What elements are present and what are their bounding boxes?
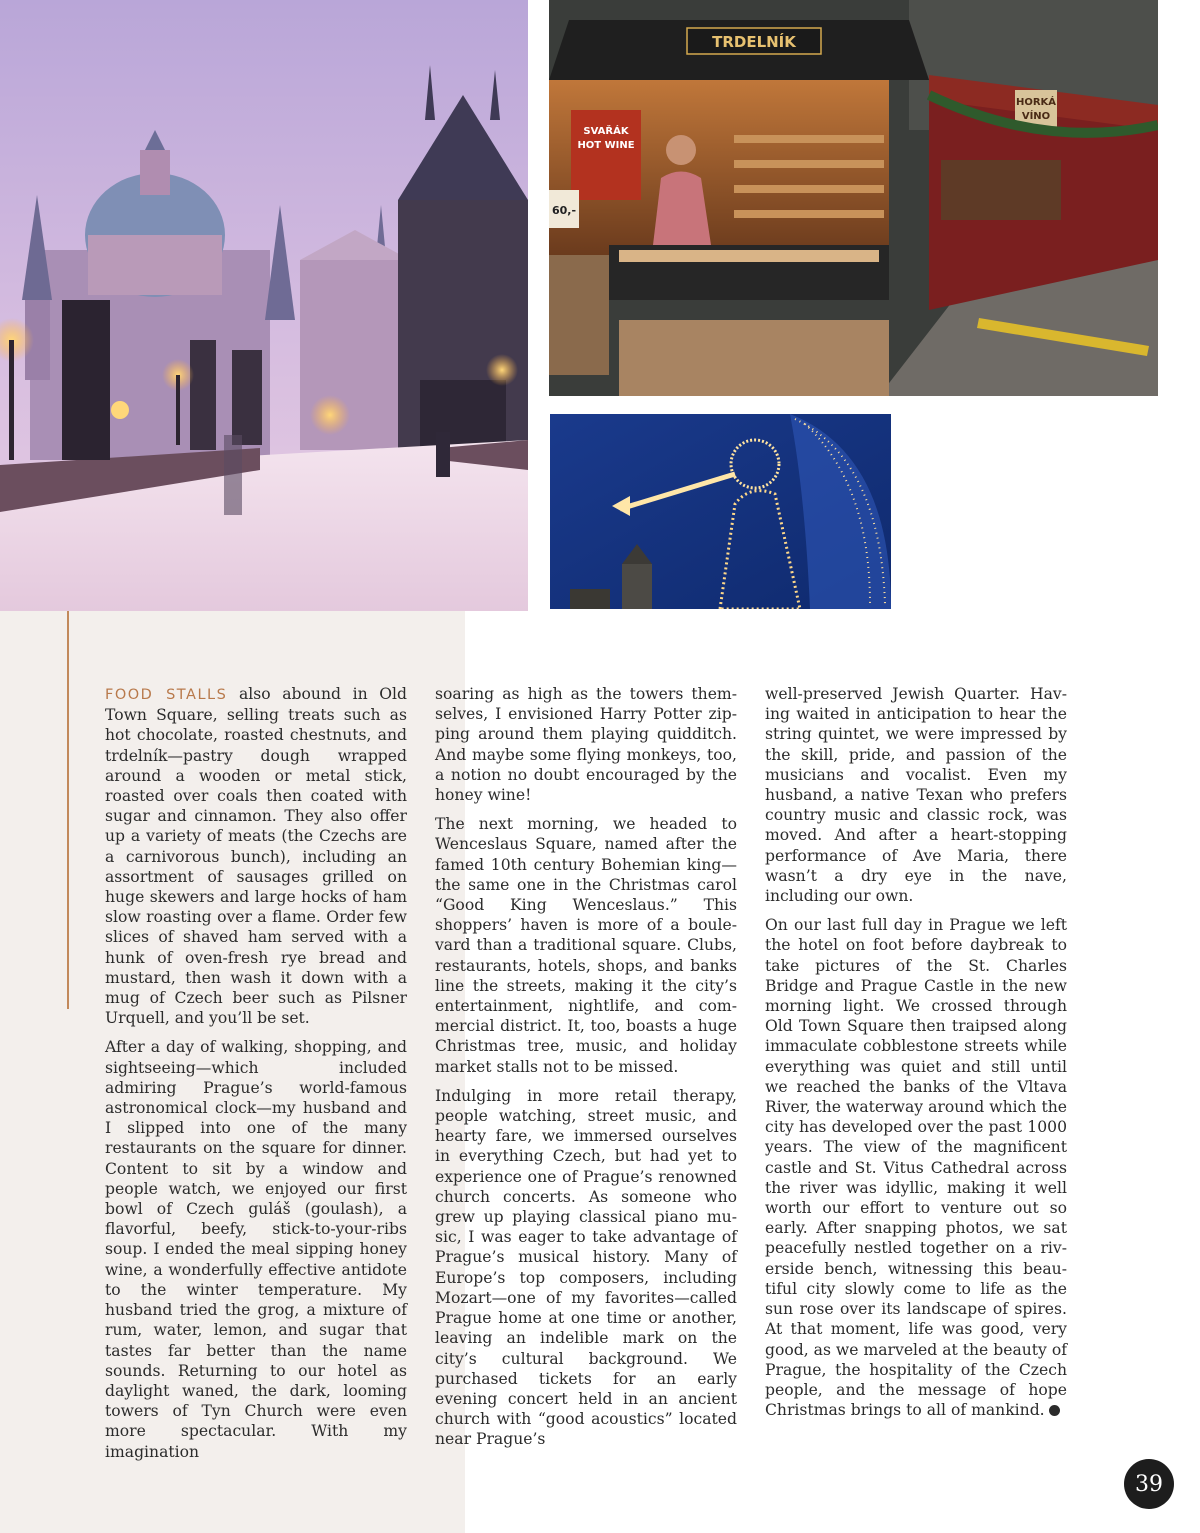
lead-in: FOOD STALLS (105, 687, 228, 703)
article-paragraph: well-preserved Jewish Quarter. Having waited in anticipation to hear the string quintet, we were impressed by the skill, pride, and passion of the musicians and vocalist. Even my husband, a native Texan who prefers country music and classic rock, was moved. And after a heart-stopping performance of Ave Maria, there wasn’t a dry eye in the nave, including our own. (765, 685, 1067, 906)
paragraph-text: On our last full day in Prague we left the hotel on foot before daybreak to take pictures of the St. Charles Bridge and Prague Castle in the new morning light. We crossed through Old Town Square then traipsed along immaculate cobblestone streets while everything was quiet and still until we reached the banks of the Vltava River, the waterway around which the city has developed over the past 1000 years. The view of the magnificent castle and St. Vitus Cathedral across the river was idyllic, making it well worth our effort to venture out so early. After snapping photos, we sat peacefully nestled together on a riverside bench, witnessing this beautiful city slowly come to life as the sun rose over its landscape of spires. At that moment, life was good, very good, as we marveled at the beauty of Prague, the hospitality of the Czech people, and the message of hope Christmas brings to all of mankind. (765, 916, 1067, 1420)
side-sign-line1: HORKÁ (1015, 97, 1057, 108)
window-sign-line1: SVAŘÁK (583, 126, 629, 137)
stall-sign: TRDELNÍK (712, 33, 796, 51)
end-of-article-icon (1049, 1405, 1060, 1416)
article-paragraph: The next morning, we headed to Wenceslaus Square, named after the famed 10th century Bohemian king—the same one in the Christmas carol “Good King Wenceslaus.” This shoppers’ haven is more of a boulevard than a traditional square. Clubs, restaurants, hotels, shops, and banks line the streets, making it the city’s entertainment, nightlife, and commercial district. It, too, boasts a huge Christmas tree, music, and holiday market stalls not to be missed. (435, 815, 737, 1076)
article-paragraph: soaring as high as the towers themselves, I envisioned Harry Potter zipping around them playing quidditch. And maybe some flying monkeys, too, a notion no doubt encouraged by the honey wine! (435, 685, 737, 805)
trdelnik-market-stall-photo (549, 0, 1158, 396)
charles-bridge-snow-photo (0, 0, 528, 611)
article-column-1 (105, 684, 407, 1471)
window-sign-line2: HOT WINE (577, 140, 635, 151)
article-paragraph: Indulging in more retail therapy, people watching, street music, and hearty fare, we immersed ourselves in everything Czech, but had yet to experience one of Prague’s renowned church concerts. As someone who grew up playing classical piano music, I was eager to take advantage of Prague’s musical history. Many of Europe’s top composers, including Mozart—one of my favorites—called Prague home at one time or another, leaving an indelible mark on the city’s cultural background. We purchased tickets for an early evening concert held in an ancient church with “good acoustics” located near Prague’s (435, 1086, 737, 1449)
accent-rule (67, 611, 69, 1009)
page-number: 39 (1124, 1459, 1174, 1509)
article-paragraph: After a day of walking, shopping, and sightseeing—which included admiring Prague’s world-famous astronomical clock—my husband and I slipped into one of the many restaurants on the square for dinner. Content to sit by a window and people watch, we enjoyed our first bowl of Czech guláš (goulash), a flavorful, beefy, stick-to-your-ribs soup. I ended the meal sipping honey wine, a wonderfully effective antidote to the winter temperature. My husband tried the grog, a mixture of rum, water, lemon, and sugar that tastes far better than the name sounds. Returning to our hotel as daylight waned, the dark, looming towers of Tyn Church were even more spectacular. With my imagination (105, 1038, 407, 1461)
article-column-2 (435, 684, 737, 1459)
side-sign-line2: VÍNO (1021, 111, 1051, 122)
paragraph-text: also abound in Old Town Square, selling treats such as hot chocolate, roasted chestnuts, and trdelník—pastry dough wrapped around a wooden or metal stick, roasted over coals then coated with sugar and cinnamon. They also offer up a variety of meats (the Czechs are a carnivorous bunch), including an assortment of sausages grilled on huge skewers and large hocks of ham slow roasting over a flame. Order few slices of shaved ham served with a hunk of oven-fresh rye bread and mustard, then wash it down with a mug of Czech beer such as Pilsner Urquell, and you’ll be set. (105, 685, 407, 1028)
price-sign: 60,- (551, 204, 577, 217)
article-paragraph (105, 684, 407, 1028)
article-paragraph (765, 915, 1067, 1420)
article-column-3 (765, 684, 1067, 1429)
light-angel-trumpet-photo (550, 414, 891, 609)
